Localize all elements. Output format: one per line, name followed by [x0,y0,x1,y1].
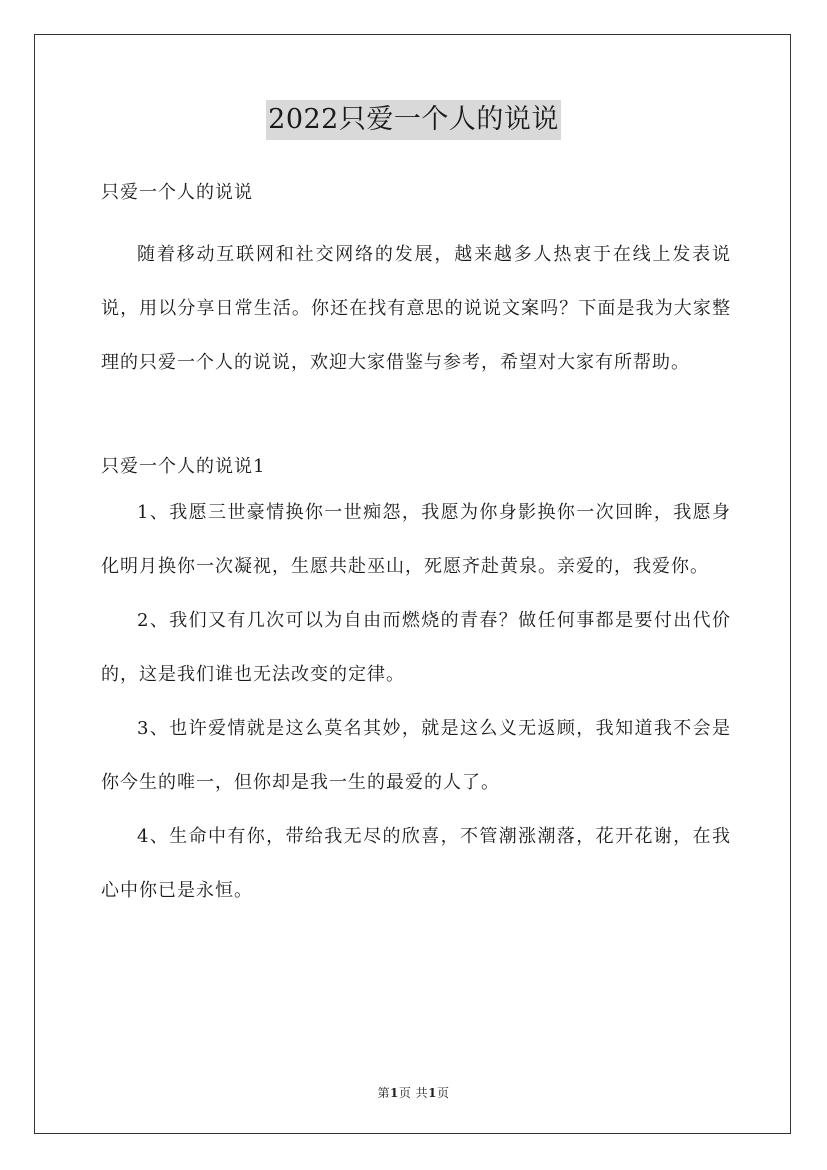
page-suffix: 页 [437,1086,450,1100]
list-item: 2、我们又有几次可以为自由而燃烧的青春？做任何事都是要付出代价的，这是我们谁也无法改变的定律。 [101,610,731,685]
document-title: 2022只爱一个人的说说 [266,100,561,140]
list-item: 1、我愿三世豪情换你一世痴怨，我愿为你身影换你一次回眸，我愿身化明月换你一次凝视，生愿共赴巫山，死愿齐赴黄泉。亲爱的，我爱你。 [101,502,731,577]
section-heading: 只爱一个人的说说1 [101,456,266,477]
intro-paragraph: 随着移动互联网和社交网络的发展，越来越多人热衷于在线上发表说说，用以分享日常生活。你还在找有意思的说说文案吗？下面是我为大家整理的只爱一个人的说说，欢迎大家借鉴与参考，希望对大家有所帮助。 [101,244,731,373]
page-total: 1 [428,1086,438,1100]
list-item: 3、也许爱情就是这么莫名其妙，就是这么义无返顾，我知道我不会是你今生的唯一，但你却是我一生的最爱的人了。 [101,718,731,793]
subtitle: 只爱一个人的说说 [101,182,253,203]
page-prefix: 第 [377,1086,390,1100]
page-mid: 页 共 [398,1086,429,1100]
page-current: 1 [389,1086,399,1100]
document-body [101,174,731,918]
list-item: 4、生命中有你，带给我无尽的欣喜，不管潮涨潮落，花开花谢，在我心中你已是永恒。 [101,826,731,901]
title-container [0,100,827,140]
page-footer [0,1084,827,1101]
